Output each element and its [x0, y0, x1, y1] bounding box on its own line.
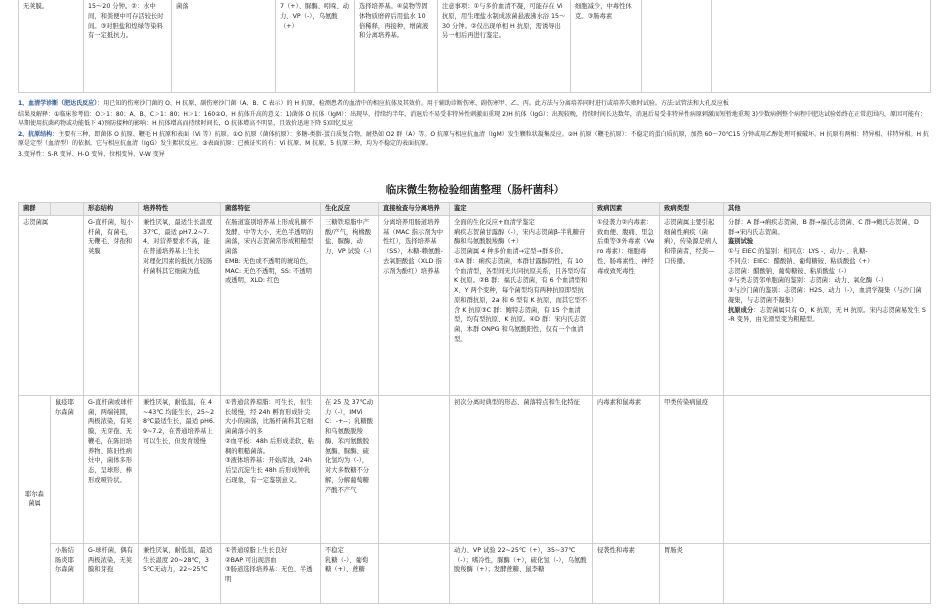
disease-cell: 志贺菌属主要引起细菌性痢疾（菌痢），传染源是病人和带菌者，经粪—口传播。	[660, 215, 724, 395]
header-cell: 菌群	[19, 203, 51, 216]
genus-cell: 志贺菌属	[19, 215, 84, 395]
ident-cell: 初次分离时典型的形态、菌落特点和生化特征	[450, 395, 593, 543]
header-cell: 形态结构	[84, 203, 139, 216]
note-antigen	[18, 130, 930, 149]
colony-cell: 在肠道鉴别培养基上形成乳糖不发酵、中等大小、无色半透明的菌落，宋内志贺菌常形成粗糙型菌落 EMB: 无色或不透明的琥珀色，MAC: 无色不透明，SS: 不透明或透明，XLD: 红色	[221, 215, 321, 395]
ident-cell: 动力、VP 试验 22~25℃（+），35~37℃（-）；嗜冷性，脲酶（+），硫化氢（-），乌氨酸脱羧酶（+）；发酵蔗糖、鼠李糖	[450, 543, 593, 603]
header-cell: 致病类型	[660, 203, 724, 216]
table-row	[19, 215, 931, 395]
note-label: 1、血清学诊断（肥达氏反应）	[18, 100, 98, 107]
colony-cell: ①普通营养琼脂：可生长，但生长缓慢，经 24h 孵育形成针尖大小的菌落，比肠杆菌科其它细菌菌落小的多 ②血平板：48h 后形成柔软、粘稠的粗糙菌落。 ③液体培养基：开始浑浊，24h 后呈沉淀生长 48h 后形成钟乳石现象，有一定鉴别意义。	[221, 395, 321, 543]
other-label: 抗原成分	[728, 306, 754, 314]
note-results: 结果及解释：①临床参考值：O＞1：80；A、B、C＞1：80；H＞1：160②O、H 抗体升高的意义：1)菌体 O 抗体（IgM）：出现早，持续约半年，消退后不易受非特异性刺激而重现 2)H 抗体（IgG）：出现较晚，持续时间长达数年，消退后易受非特异性病原刺激而短暂地重现 3)少数病例整个病程中肥达试验始终在正常范围内，原因可能有：早期使用抗菌药物或功能低下 4)预防接种的影响：H 抗体增高而持续时间长，O 抗体增高不明显，且效价迅速下降 5)回忆反应	[18, 110, 926, 128]
virulence-cell: 侵袭性和毒素	[593, 543, 660, 603]
other-cell	[724, 395, 931, 543]
other-cell	[724, 543, 931, 603]
isolation-cell	[379, 395, 450, 543]
top-cell: 15～20 分钟。②：水中间，和粪便中可存活较长时间。③对胆盐和煌绿等染料有一定抵抗力。	[84, 0, 172, 93]
genus-cell: 耶尔森菌属	[19, 395, 51, 603]
colony-cell: ①普通琼脂上生长良好 ②BAP 可出现溶血 ③肠道选择培养基：无色、半透明	[221, 543, 321, 603]
note-variation: 3.变异性：S-R 变异、H-O 变异、位相变异、V-W 变异	[18, 150, 165, 158]
isolation-cell: 分离培养用肠道培养基（MAC 指示剂为中性红），选择培养基（SS），木糖-赖氨酸-去氧胆酸盐（XLD 指示剂为酚红）培养基	[379, 215, 450, 395]
biochem-cell: 不稳定 乳糖（-）、葡萄糖（+）、蔗糖	[321, 543, 379, 603]
top-continuation-table	[18, 0, 931, 93]
header-cell: 致病因素	[593, 203, 660, 216]
species-cell: 鼠疫耶尔森菌	[51, 395, 84, 543]
virulence-cell: ①侵袭力②内毒素：致血便、腹痛、里急后重等③外毒素（Vero 毒素）：细胞毒性、肠毒素性、神经毒或致死毒性	[593, 215, 660, 395]
note-label: 2、抗原结构	[18, 130, 53, 138]
page-title: 临床微生物检验细菌整理（肠杆菌科）	[385, 184, 565, 196]
bacteria-table	[18, 202, 931, 604]
other-cell	[724, 215, 931, 395]
top-cell: 7（+）、脲酶、吲哚、动力、VP（-），乌氨酸（+）	[276, 0, 355, 93]
top-cell: 选择培养基。④莫物等固体物质磨碎后用盐水 10 倍稀释，再接种，增菌液和分离培养基。	[355, 0, 438, 93]
note-text: ：主要有三种，即菌体 O 抗原、鞭毛 H 抗原和表面（Vi 等）抗原。①O 抗原（菌体抗原）：多糖-类脂-蛋白质复合物，耐热如 O2 群（A）等。O 抗原与相应抗血清（IgM）发生颗粒状凝集反应。②H 抗原（鞭毛抗原）：不稳定的蛋白质抗原，加热 60～70℃15 分钟或用乙醇处理可被破坏。H 抗原有两相：特异相、非特异相。H 抗原是定型（血清型）的依据，它与相应抗血清（IgG）发生絮状反应。③表面抗原：已被证实的有：Vi 抗原、M 抗原、5 抗原三种，均为不稳定的表面抗原。	[18, 130, 929, 148]
notes-section	[18, 99, 930, 161]
header-cell: 鉴定	[450, 203, 593, 216]
header-cell: 生化反应	[321, 203, 379, 216]
other-antigen	[728, 306, 926, 326]
top-cell	[712, 0, 931, 93]
biochem-cell: 三糖铁琼脂中产酸/产气，枸橼酸盐、脲酶、动力、VP 试验（-）	[321, 215, 379, 395]
top-cell: 菌落	[172, 0, 276, 93]
other-grouping: 分群：A 群→痢疾志贺菌、B 群→福氏志贺菌、C 群→鲍氏志贺菌、D 群→宋内氏志贺菌。	[728, 218, 919, 236]
culture-cell: 兼性厌氧，耐低温，在 4~43℃ 均能生长，25~28℃最适生长，最适 pH6.9~7.2，在普通培养基上可以生长，但发育缓慢	[139, 395, 221, 543]
table-row	[19, 395, 931, 543]
morph-cell: G-直杆菌，短小杆菌，有菌毛，无鞭毛、芽孢和荚膜	[84, 215, 139, 395]
top-cell: 无荚膜。	[19, 0, 84, 93]
virulence-cell: 内毒素和鼠毒素	[593, 395, 660, 543]
top-cell: 注意事项：①与多价血清不凝，可能存在 Vi 抗原，用生理盐水制成浓菌悬液沸水浴 15～30 分钟。②仅出现单相 H 抗原，需诱导出另一相后再进行鉴定。	[438, 0, 571, 93]
other-ident: ①与 EIEC 的鉴别：相同点：LYS -、动力- 、乳糖- 不同点：EIEC：醋酸钠、葡萄糖铵、粘质酸盐（+） 志贺菌：醋酸钠、葡萄糖铵、粘质酸盐（-） ②与类志贺邻单胞菌的鉴别：志贺菌：动力、氧化酶（-） ③与沙门菌的鉴别：志贺菌：H2S、动力（-），血清学凝集（与沙门菌凝集，与志贺菌不凝集）	[728, 248, 922, 304]
header-cell: 直接检查与分离培养	[379, 203, 450, 216]
disease-cell: 胃肠炎	[660, 543, 724, 603]
top-cell: 细胞减少，中毒性休克。③肠毒素	[571, 0, 642, 93]
header-cell	[51, 203, 84, 216]
header-cell: 菌落特征	[221, 203, 321, 216]
header-cell: 其他	[724, 203, 931, 216]
ident-cell: 全面的生化反应+血清学鉴定 痢疾志贺菌甘露醇（-），宋内志贺菌β-半乳糖苷酶和鸟氨酸脱羧酶（+） 志贺菌属 4 种多价血清→定型→群多价。 ①A 群：痢疾志贺菌，本群甘露醇阴性，有 10 个血清型，各型间无共同抗原关系，且各型均有 K 抗原。②B 群：福氏志贺菌，有 6 个血清型和 X、Y 两个变种，每个菌型均有两种抗原即型抗原和群抗原，2a 和 6 型有 K 抗原，而其它型不含 K 抗原③C 群：鲍特志贺菌，有 15 个血清型，均有型抗原、K 抗原。④D 群：宋内氏志贺菌，本群 ONPG 和乌氨酸阳性，仅有一个血清型。	[450, 215, 593, 395]
table-header-row	[19, 203, 931, 216]
disease-cell: 甲类传染病鼠疫	[660, 395, 724, 543]
other-antigen-text: ：志贺菌属只有 O、K 抗原，无 H 抗原。宋内志贺菌易发生 S-R 变异，由光滑型变为粗糙型。	[728, 306, 926, 324]
culture-cell: 兼性厌氧，最适生长温度 37℃，最适 pH7.2~7.4，对营养要求不高，能在普通培养基上生长 对理化因素的抵抗力较肠杆菌科其它细菌为低	[139, 215, 221, 395]
culture-cell: 兼性厌氧，耐低温，最适生长温度 20~28℃，35℃无动力，22~25℃	[139, 543, 221, 603]
morph-cell: G-直杆菌或球杆菌，两端钝圆，两极浓染，有荚膜，无芽孢、无鞭毛，在陈旧培养物、陈旧性病灶中，菌体多形态，呈球形、棒形或哑铃状。	[84, 395, 139, 543]
header-cell: 培养特性	[139, 203, 221, 216]
top-cell	[642, 0, 712, 93]
note-serology	[18, 99, 930, 109]
note-text: ：用已知的伤寒沙门菌的 O、H 抗原，副伤寒沙门菌（A、B、C 表示）的 H 抗原，检测患者的血清中的相应抗体及其效价。用于辅助诊断伤寒、副伤寒甲、乙、丙。此方法与分离培养同时进行或培养失败时试验。方法:试管法和大孔反应板	[97, 100, 729, 107]
isolation-cell	[379, 543, 450, 603]
other-label: 鉴别试验	[728, 238, 754, 246]
morph-cell: G-球杆菌，偶有两极浓染，无荚膜和芽孢	[84, 543, 139, 603]
species-cell: 小肠结肠炎耶尔森菌	[51, 543, 84, 603]
table-row	[19, 543, 931, 603]
biochem-cell: 在 25 及 37℃动力（-），IMViC：-+--；乳糖酸和乌氨酸脱羧酶、苯丙氨酸脱氨酶、脲酶、硫化氢均为（-），对大多数糖不分解，分解葡萄糖产酸不产气	[321, 395, 379, 543]
